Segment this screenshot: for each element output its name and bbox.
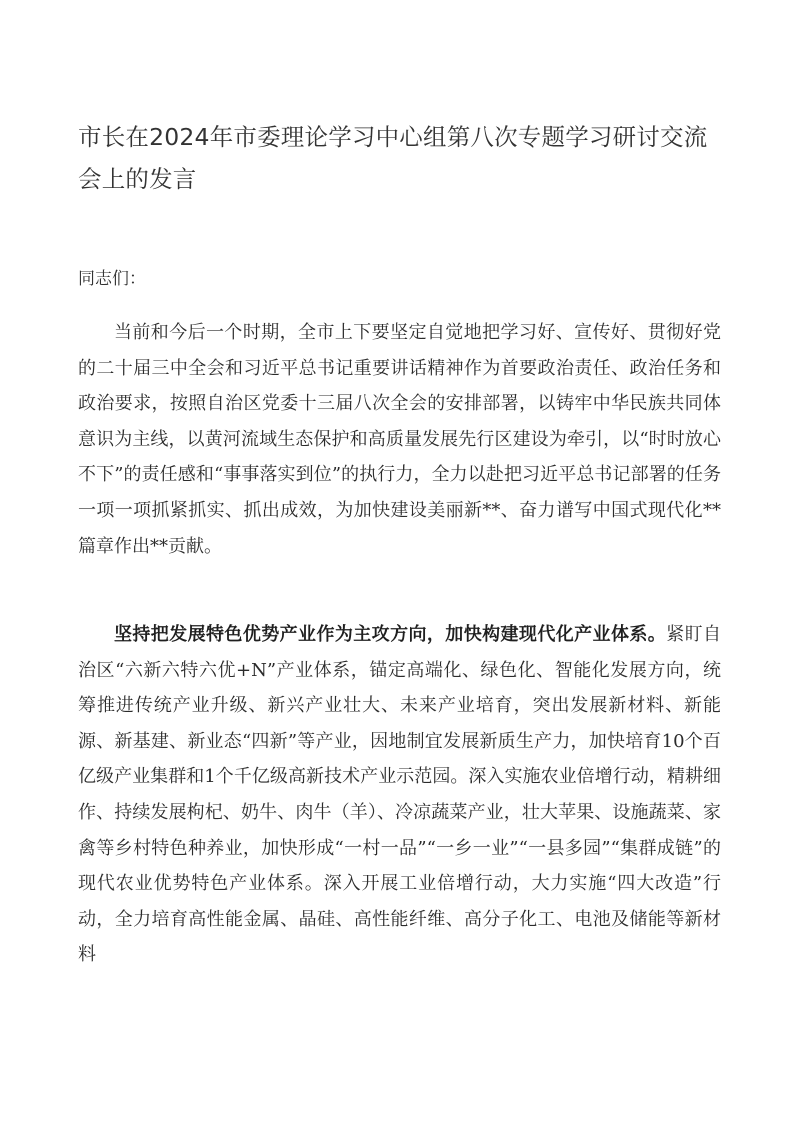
body-paragraph-2 xyxy=(78,617,721,973)
paragraph-lead-sentence: 坚持把发展特色优势产业作为主攻方向，加快构建现代化产业体系。 xyxy=(114,624,667,645)
paragraph-body-text: 紧盯自治区“六新六特六优+N”产业体系，锚定高端化、绿色化、智能化发展方向，统筹推进传统产业升级、新兴产业壮大、未来产业培育，突出发展新材料、新能源、新基建、新业态“四新”等产业，因地制宜发展新质生产力，加快培育10个百亿级产业集群和1个千亿级高新技术产业示范园。深入实施农业倍增行动，精耕细作、持续发展枸杞、奶牛、肉牛（羊）、冷凉蔬菜产业，壮大苹果、设施蔬菜、家禽等乡村特色种养业，加快形成“一村一品”“一乡一业”“一县多园”“集群成链”的现代农业优势特色产业体系。深入开展工业倍增行动，大力实施“四大改造”行动，全力培育高性能金属、晶硅、高性能纤维、高分子化工、电池及储能等新材料 xyxy=(78,624,721,966)
salutation: 同志们： xyxy=(78,269,146,289)
document-title: 市长在2024年市委理论学习中心组第八次专题学习研讨交流会上的发言 xyxy=(78,123,708,193)
body-paragraph-1: 当前和今后一个时期，全市上下要坚定自觉地把学习好、宣传好、贯彻好党的二十届三中全会和习近平总书记重要讲话精神作为首要政治责任、政治任务和政治要求，按照自治区党委十三届八次全会的安排部署，以铸牢中华民族共同体意识为主线，以黄河流域生态保护和高质量发展先行区建设为牵引，以“时时放心不下”的责任感和“事事落实到位”的执行力，全力以赴把习近平总书记部署的任务一项一项抓紧抓实、抓出成效，为加快建设美丽新**、奋力谱写中国式现代化**篇章作出**贡献。 xyxy=(78,322,721,557)
